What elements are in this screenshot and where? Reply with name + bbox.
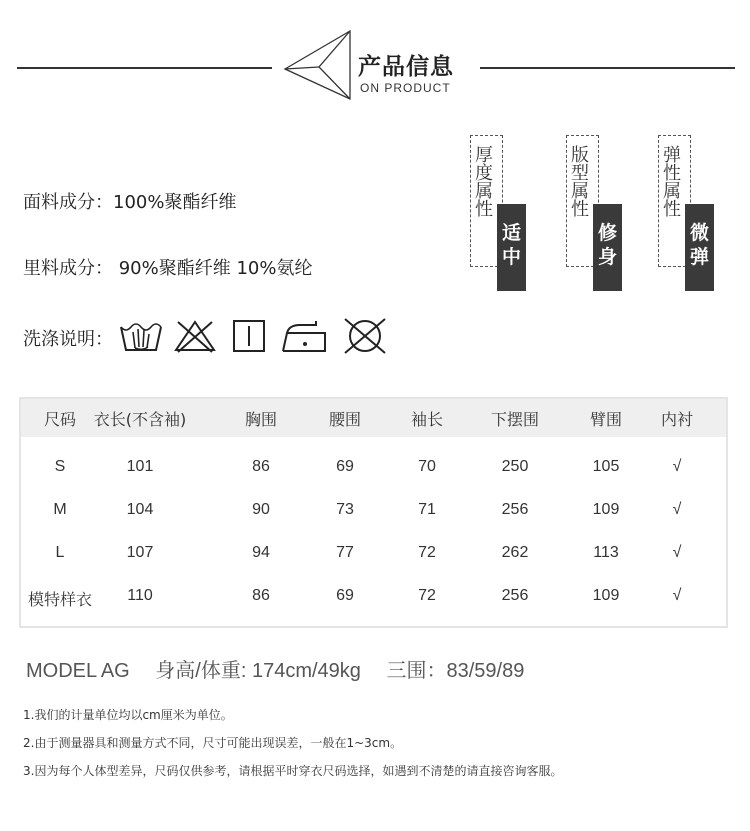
model-measurements: 三围：83/59/89 [386,660,525,682]
section-subtitle: ON PRODUCT [360,81,451,95]
attribute-label: 厚度属性 [475,145,493,220]
table-cell: 73 [336,501,354,518]
table-cell: 105 [592,458,620,475]
table-header-cell: 腰围 [328,410,362,429]
header-divider-left [17,67,272,69]
attribute-label: 弹性属性 [663,145,681,220]
table-cell: 71 [418,501,436,518]
hang-dry-icon [230,317,268,355]
table-cell: 72 [418,544,436,561]
table-cell: S [54,458,66,475]
table-cell: 94 [252,544,270,561]
table-cell: 77 [336,544,354,561]
table-header-cell: 袖长 [410,410,444,429]
table-header-cell: 臂围 [589,410,623,429]
table-cell: 256 [501,587,529,604]
note-reference: 3.因为每个人体型差异，尺码仅供参考，请根据平时穿衣尺码选择，如遇到不清楚的请直接咨询客服。 [23,764,563,778]
table-cell: 256 [501,501,529,518]
attribute-value: 微弹 [685,204,714,291]
model-height-weight: 身高/体重: 174cm/49kg [155,660,361,682]
table-cell: M [53,501,67,518]
attribute-label: 版型属性 [571,145,589,220]
table-cell: 模特样衣 [27,592,93,609]
section-title: 产品信息 [358,53,454,80]
hand-wash-icon [118,317,164,355]
attribute-value: 适中 [497,204,526,291]
table-cell: √ [672,458,682,475]
table-cell: 101 [126,458,154,475]
table-cell: 250 [501,458,529,475]
table-cell: 72 [418,587,436,604]
iron-low-icon [280,317,330,355]
note-tolerance: 2.由于测量器具和测量方式不同，尺寸可能出现误差，一般在1~3cm。 [23,736,403,750]
note-unit: 1.我们的计量单位均以cm厘米为单位。 [23,708,233,722]
table-cell: 69 [336,458,354,475]
wash-instructions-label: 洗涤说明： [23,329,113,350]
table-cell: 90 [252,501,270,518]
table-header-cell: 胸围 [244,410,278,429]
table-cell: 70 [418,458,436,475]
table-cell: 110 [127,587,153,604]
table-cell: 109 [592,587,620,604]
table-cell: √ [672,544,682,561]
table-header-cell: 内衬 [660,410,694,429]
attribute-value: 修身 [593,204,622,291]
table-header-cell: 衣长(不含袖) [93,410,187,429]
table-cell: L [55,544,65,561]
table-cell: 107 [126,544,154,561]
model-name: MODEL AG [26,660,130,682]
table-cell: √ [672,501,682,518]
do-not-bleach-icon [172,317,218,355]
table-cell: 69 [336,587,354,604]
table-cell: 86 [252,587,270,604]
table-cell: 109 [592,501,620,518]
header-divider-right [480,67,735,69]
table-cell: 86 [252,458,270,475]
table-header-cell: 尺码 [43,410,77,429]
do-not-dry-clean-icon [340,317,390,355]
fabric-composition: 面料成分：100%聚酯纤维 [23,192,237,213]
table-cell: 113 [593,544,619,561]
table-header-cell: 下摆围 [490,410,540,429]
model-info [26,654,544,683]
table-cell: 104 [126,501,154,518]
size-table [19,397,728,628]
table-cell: √ [672,587,682,604]
table-cell: 262 [501,544,529,561]
lining-composition: 里料成分： 90%聚酯纤维 10%氨纶 [23,258,313,279]
paper-plane-icon [283,29,353,101]
